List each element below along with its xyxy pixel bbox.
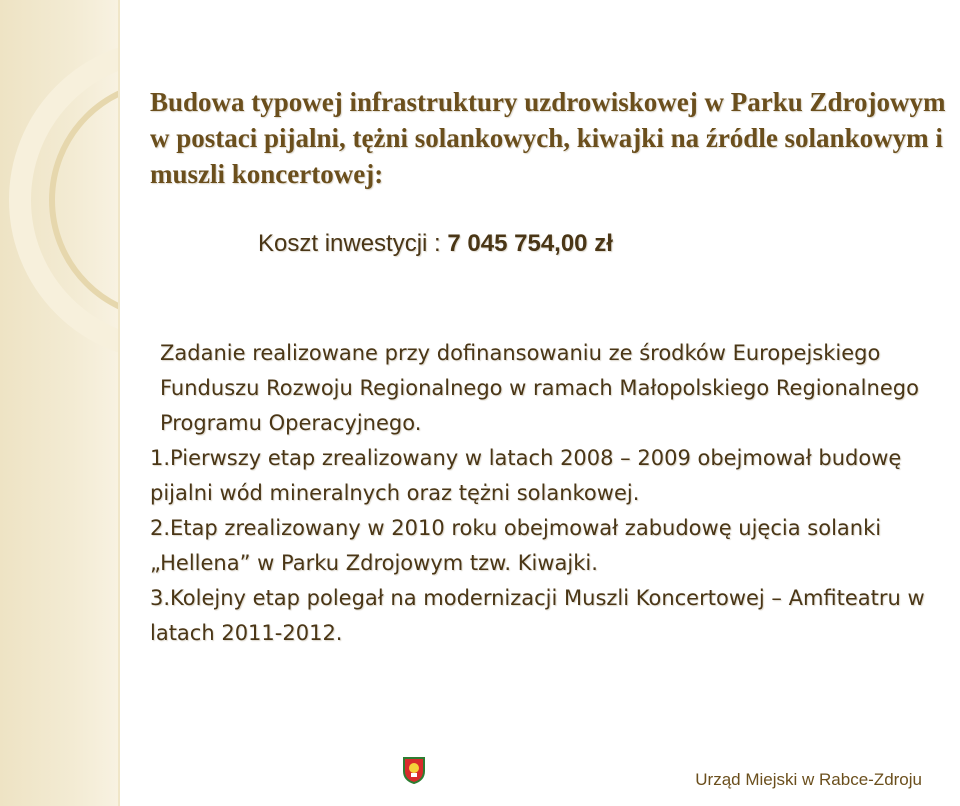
decorative-side-band [0,0,120,806]
investment-cost [258,228,613,260]
cost-label: Koszt inwestycji : [258,230,448,257]
list-item: 1.Pierwszy etap zrealizowany w latach 2008 – 2009 obejmował budowę pijalni wód mineralnych oraz tężni solankowej. [150,446,902,505]
coat-of-arms-logo [402,756,426,784]
funding-paragraph: Zadanie realizowane przy dofinansowaniu ze środków Europejskiego Funduszu Rozwoju Regionalnego w ramach Małopolskiego Regionalnego Programu Operacyjnego. [160,341,919,435]
decorative-arcs [0,0,120,806]
band-edge-line [118,0,120,806]
cost-value: 7 045 754,00 zł [447,230,613,257]
slide-title: Budowa typowej infrastruktury uzdrowiskowej w Parku Zdrojowym w postaci pijalni, tężni solankowych, kiwajki na źródle solankowym i muszli koncertowej: [150,87,946,189]
slide-body [150,336,940,651]
footer-text: Urząd Miejski w Rabce-Zdroju [695,770,922,789]
list-item: 3.Kolejny etap polegał na modernizacji Muszli Koncertowej – Amfiteatru w latach 2011-2012. [150,586,925,645]
list-item: 2.Etap zrealizowany w 2010 roku obejmował zabudowę ujęcia solanki „Hellena” w Parku Zdrojowym tzw. Kiwajki. [150,516,882,575]
